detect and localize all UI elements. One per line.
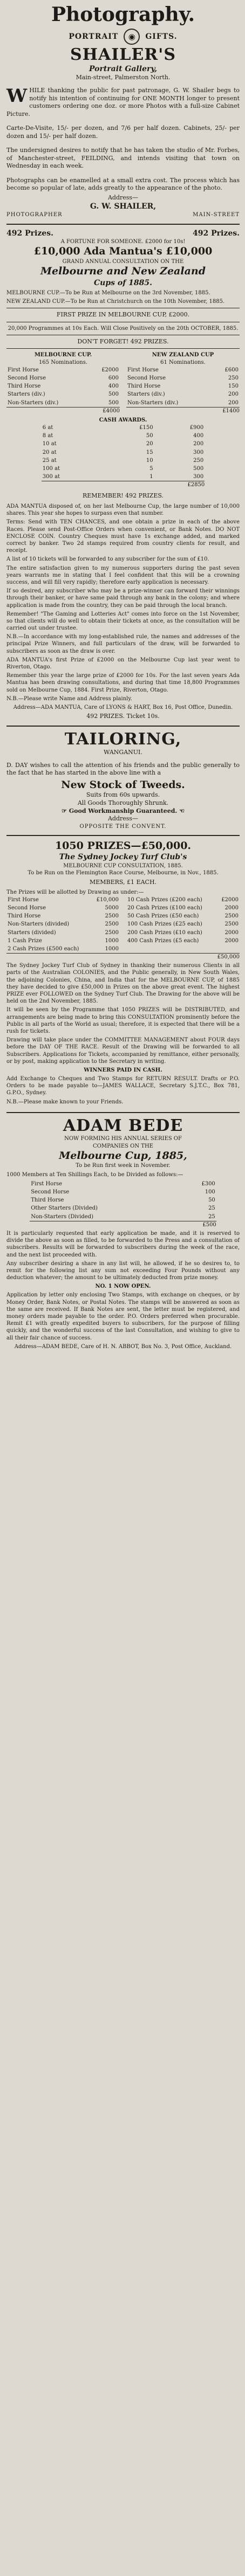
prizes-word-left: Prizes. [25, 229, 53, 238]
turf-body-6: N.B.—Please make known to your Friends. [6, 1099, 124, 1105]
table-cell: First Horse [8, 367, 39, 373]
table-cell: 10 Cash Prizes (£200 each) [127, 896, 202, 903]
table-row [6, 912, 120, 920]
table-cell: Starters (divided) [8, 929, 56, 936]
table-cell: 2500 [224, 913, 239, 920]
table-row [6, 382, 120, 390]
turf-members: MEMBERS, £1 EACH. [89, 879, 157, 886]
shrunk-line: All Goods Thoroughly Shrunk. [77, 799, 169, 806]
divider [6, 835, 240, 836]
table-cell: 300 [193, 449, 204, 455]
table-cell: £150 [139, 425, 153, 431]
table-cell: £10,000 [96, 896, 119, 903]
adam-bede-address: Address—ADAM BEDE, Care of H. N. ABBOT, Box No. 3, Post Office, Auckland. [14, 1343, 232, 1350]
fortune-line: A FORTUNE FOR SOMEONE. £2000 for 10s! [60, 238, 186, 245]
table-row [6, 920, 120, 928]
table-cell: 100 at [42, 466, 60, 472]
mantua-body-8: ADA MANTUA's first Prize of £2000 on the Melbourne Cup last year went to Riverton, Otago. [6, 657, 240, 671]
table-cell: Second Horse [31, 1189, 70, 1195]
adam-bede-advert [6, 1114, 240, 1356]
table-row [30, 1213, 216, 1221]
shailer-sign-row [6, 211, 240, 218]
table-cell: 250 [193, 457, 204, 464]
shailer-paragraph-4: Photographs can be enamelled at a small extra cost. The process which has become so popular of late, adds greatly to the appearance of the photo. [6, 176, 240, 192]
gifts-word: GIFTS. [145, 32, 178, 41]
table-row [6, 937, 120, 945]
table-cell: £2000 [221, 896, 239, 903]
consult-line: GRAND ANNUAL CONSULTATION ON THE [62, 258, 184, 265]
mantua-body-9: Remember this year the large prize of £2000 for 10s. For the last seven years Ada Mantua has been drawing consultations, and during that time 18,800 Programmes sold on Melbourne Cup, 1884. First Prize, Riverton, Otago. [6, 673, 240, 693]
table-cell: 1 Cash Prize [8, 937, 42, 944]
mel-table-head: MELBOURNE CUP. [34, 352, 92, 358]
table-cell: 150 [228, 383, 239, 390]
main-street-word: MAIN-STREET [193, 212, 240, 218]
table-row [126, 374, 240, 382]
adam-bede-title: ADAM BEDE [63, 1116, 183, 1135]
table-cell: 6 at [42, 425, 53, 431]
table-cell: Second Horse [8, 904, 46, 911]
table-cell: Third Horse [8, 383, 41, 390]
prize-count-right: 492 [193, 229, 209, 238]
amount-line: £10,000 Ada Mantua's £10,000 [33, 245, 213, 257]
mantua-ticket-line: 492 PRIZES. Ticket 10s. [86, 713, 160, 720]
table-cell: 5 [149, 466, 153, 472]
shailer-paragraph-2: Carte-De-Visite, 15/- per dozen, and 7/6 per half dozen. Cabinets, 25/- per dozen and 15/- per half dozen. [6, 125, 240, 140]
table-cell: Third Horse [31, 1197, 64, 1204]
table-cell: 15 [146, 449, 153, 455]
camera-icon: ◉ [124, 29, 140, 45]
table-cell: 100 Cash Prizes (£25 each) [127, 921, 202, 928]
melbourne-cup-table [6, 351, 120, 415]
tailoring-place: WANGANUI. [104, 749, 142, 756]
table-cell: Third Horse [127, 383, 161, 390]
table-row [30, 1180, 216, 1188]
table-cell: 1000 [105, 945, 119, 952]
mantua-body-3: A list of 10 tickets will be forwarded to any subscriber for the sum of £10. [6, 556, 209, 563]
mel-total: £4000 [6, 407, 120, 415]
table-cell: 250 [228, 375, 239, 381]
table-row [30, 1196, 216, 1204]
table-cell: 10 [146, 457, 153, 464]
mantua-body-7: N.B.—In accordance with my long-established rule, the names and addresses of the principal Prize Winners, and full particulars of the draw, will be forwarded to subscribers as soon as the draw is over. [6, 634, 240, 654]
table-row [6, 945, 120, 953]
turf-total: £50,000 [6, 953, 240, 961]
table-cell: First Horse [8, 896, 39, 903]
table-cell: 300 at [42, 474, 60, 480]
table-cell: £2000 [101, 367, 119, 373]
cash-total: £2850 [42, 481, 205, 488]
first-prize-line: FIRST PRIZE IN MELBOURNE CUP, £2000. [56, 311, 190, 319]
mantua-address: Address—ADA MANTUA, Care of LYONS & HART, Box 16, Post Office, Dunedin. [13, 704, 233, 710]
table-cell: 8 at [42, 433, 53, 439]
guarantee-line [6, 807, 240, 816]
table-row [126, 937, 240, 945]
ada-mantua-advert [6, 226, 240, 724]
table-cell: 1000 [105, 937, 119, 944]
table-row [30, 1204, 216, 1212]
table-row [6, 390, 120, 398]
table-cell: 200 [193, 441, 204, 447]
table-cell: Starters (div.) [127, 391, 165, 398]
table-row [42, 424, 205, 432]
adam-bede-sub-1: NOW FORMING HIS ANNUAL SERIES OF [64, 1136, 182, 1142]
table-cell: £600 [224, 367, 239, 373]
table-row [126, 896, 240, 904]
turf-club-advert [6, 837, 240, 1111]
table-cell: 2000 [224, 937, 239, 944]
mantua-body-1: ADA MANTUA disposed of, on her last Melbourne Cup, the large number of 10,000 shares. This year she hopes to surpass even that number. [6, 503, 240, 517]
table-row [126, 920, 240, 928]
table-row [42, 457, 205, 465]
shailer-paragraph-3: The undersigned desires to notify that he has taken the studio of Mr. Forbes, of Manchester-street, FEILDING, and intends visiting that town on Wednesday in each week. [6, 147, 240, 170]
turf-body-2: It will be seen by the Programme that 1050 PRIZES will be DISTRIBUTED, and arrangements are being made to bring this CONSULTATION prominently before the Public in all parts of the World as usual; therefore, it is expected that there will be a rush for tickets. [6, 1007, 240, 1034]
table-cell: 200 [228, 399, 239, 406]
race-title: Melbourne and New Zealand [40, 265, 206, 277]
gallery-address: Main-street, Palmerston North. [76, 74, 171, 81]
melbourne-cup-note: MELBOURNE CUP.—To be Run at Melbourne on the 3rd November, 1885. [6, 289, 210, 296]
table-row [126, 382, 240, 390]
table-row [42, 432, 205, 440]
tailoring-address-label: Address— [107, 815, 139, 823]
table-cell: 2000 [224, 904, 239, 911]
turf-consult: MELBOURNE CUP CONSULTATION, 1885. [63, 862, 183, 869]
prize-count-left: 492 [6, 229, 23, 238]
table-cell: 500 [108, 399, 119, 406]
table-row [30, 1188, 216, 1196]
portrait-word: PORTRAIT [69, 32, 119, 41]
address-label: Address— [107, 194, 139, 201]
prizes-word-right: Prizes. [211, 229, 240, 238]
shailer-paragraph-1: WHILE thanking the public for past patronage, G. W. Shailer begs to notify his intention of continuing for ONE MONTH longer to present customers ordering one doz. or more Photos with a full-size Cabinet Picture. [6, 85, 240, 118]
table-cell: 400 [108, 383, 119, 390]
table-cell: 50 Cash Prizes (£50 each) [127, 913, 199, 920]
mantua-body-6: Remember! "The Gaming and Lotteries Act" comes into force on the 1st November, so that clients will do well to obtain their tickets at once, as the consultation will be carried out under trustee. [6, 611, 240, 632]
table-cell: Third Horse [8, 913, 41, 920]
adam-bede-body-2: Any subscriber desiring a share in any list will, he allowed, if he so desires to, to remit for the following list any sum not exceeding Four Pounds without any deduction whatever; the amount to be ultimately deducted from prize money. [6, 1260, 240, 1281]
table-cell: 25 at [42, 457, 57, 464]
photographer-word: PHOTOGRAPHER [6, 212, 63, 218]
dont-forget-line: DON'T FORGET! 492 PRIZES. [77, 337, 169, 345]
table-cell: First Horse [31, 1180, 63, 1187]
table-row [126, 904, 240, 912]
adam-bede-sub-2: COMPANIES ON THE [93, 1143, 153, 1149]
cash-awards-head: CASH AWARDS. [99, 417, 147, 423]
table-cell: 20 at [42, 449, 57, 455]
table-cell: 2500 [105, 929, 119, 936]
table-row [6, 366, 120, 374]
table-row [6, 904, 120, 912]
turf-run: To be Run on the Flemington Race Course, Melbourne, in Nov., 1885. [28, 869, 219, 876]
pointing-hand-icon: ☞ [62, 807, 67, 814]
nz-cup-note: NEW ZEALAND CUP.—To be Run at Christchurch on the 10th November, 1885. [6, 299, 225, 305]
table-row [42, 440, 205, 448]
table-cell: First Horse [127, 367, 159, 373]
table-cell: 500 [108, 391, 119, 398]
suits-line: Suits from 60s upwards. [86, 791, 160, 799]
divider [6, 1112, 240, 1113]
tailoring-title: TAILORING, [64, 729, 182, 749]
mantua-body-5: If so desired, any subscriber who may be a prize-winner can forward their winnings through their banker, or have same paid through any bank in the colony; and where application is made from the country, they can be paid through the local branch. [6, 588, 240, 609]
shailer-name: SHAILER'S [70, 45, 176, 64]
table-cell: Second Horse [8, 375, 46, 381]
nz-table-head: NEW ZEALAND CUP [152, 352, 214, 358]
adam-bede-run: To be Run first week in November. [76, 1163, 171, 1169]
table-cell: Non-Starters (Divided) [31, 1213, 94, 1220]
table-cell: Starters (div.) [8, 391, 45, 398]
adam-bede-race: Melbourne Cup, 1885, [59, 1149, 187, 1162]
table-cell: Other Starters (Divided) [31, 1205, 98, 1212]
shailer-signature: G. W. SHAILER, [90, 202, 156, 211]
tailoring-address: OPPOSITE THE CONVENT. [79, 823, 167, 830]
table-cell: 20 [146, 441, 153, 447]
turf-prizes-heading: 1050 PRIZES—£50,000. [55, 839, 192, 852]
table-cell: £900 [189, 425, 204, 431]
table-cell: 2000 [224, 929, 239, 936]
table-row [126, 366, 240, 374]
table-cell: Non-Starters (divided) [8, 921, 70, 928]
pointing-hand-icon: ☜ [179, 807, 185, 814]
table-cell: Second Horse [127, 375, 166, 381]
table-cell: 200 [228, 391, 239, 398]
divider [6, 726, 240, 727]
mantua-body-10: N.B.—Please write Name and Address plainly. [6, 695, 132, 702]
table-cell: 400 Cash Prizes (£5 each) [127, 937, 199, 944]
guarantee-text: Good Workmanship Guaranteed. [69, 807, 178, 814]
table-cell: 5000 [105, 904, 119, 911]
race-subtitle: Cups of 1885. [94, 278, 152, 287]
table-cell: 400 [193, 433, 204, 439]
nz-table-sub: 61 Nominations. [160, 359, 206, 365]
table-cell: 2 Cash Prizes (£500 each) [8, 945, 79, 952]
photography-heading: Photography. [51, 3, 195, 26]
table-cell: 25 [208, 1213, 215, 1220]
table-cell: 1 [149, 474, 153, 480]
table-cell: 2500 [105, 921, 119, 928]
turf-body-1: The Sydney Jockey Turf Club of Sydney in thanking their numerous Clients in all parts of the Australian COLONIES, and the Public generally, in New South Wales, the adjoining Colonies, China, and India that for the MELBOURNE CUP, of 1885 they have decided to give £50,000 in Prizes on the above great event. The highest PRIZE ever FOLLOWED on the Sydney Turf Club. The Drawing for the above will be held on the 2nd November, 1885. [6, 963, 240, 1005]
adam-bede-total: £500 [30, 1221, 216, 1228]
gallery-name: Portrait Gallery, [89, 65, 158, 74]
table-row [6, 399, 120, 407]
table-cell: 10 at [42, 441, 57, 447]
table-row [42, 465, 205, 473]
divider [6, 224, 240, 225]
table-row [126, 399, 240, 407]
prizes-heading [6, 229, 240, 238]
table-cell: 500 [193, 466, 204, 472]
table-cell: 2500 [105, 913, 119, 920]
tailoring-body: D. DAY wishes to call the attention of his friends and the public generally to the fact that he has started in the above line with a [6, 761, 240, 777]
turf-club-name: The Sydney Jockey Turf Club's [59, 853, 187, 862]
table-cell: Non-Starters (div.) [8, 399, 59, 406]
table-cell: 300 [193, 474, 204, 480]
programmes-line: 20,000 Programmes at 10s Each. Will Close Positively on the 20th OCTOBER, 1885. [8, 325, 239, 332]
table-cell: 200 Cash Prizes (£10 each) [127, 929, 202, 936]
mel-table-sub: 165 Nominations. [38, 359, 88, 365]
table-row [6, 374, 120, 382]
turf-intro: The Prizes will be allotted by Drawing as under:— [6, 889, 144, 895]
table-row [42, 448, 205, 457]
table-cell: 25 [208, 1205, 215, 1212]
mantua-body-4: The entire satisfaction given to my numerous supporters during the past seven years warrants me in stating that I feel confident that this will be a crowning success, and will fill very rapidly; therefore early application is necessary. [6, 565, 240, 585]
adam-bede-body-3: NO. 1 NOW OPEN. [95, 1283, 151, 1290]
adam-bede-body-4: Application by letter only enclosing Two Stamps, with exchange on cheques, or by Money Order, Bank Notes, or Postal Notes. The stamps will be answered as soon as the same are received. If Bank Notes are sent, the letter must be registered, and money orders made payable to the order. P.O. Orders preferred when procurable. Remit £1 with greatly expedited buyers to subscribers, for the purpose of filling quickly, and the wonderful success of the last Consultation, and wishing to give to all their fair chance of success. [6, 1292, 240, 1341]
turf-body-3: Drawing will take place under the COMMITTEE MANAGEMENT about FOUR days before the DAY OF THE RACE. Result of the Drawing will be forwarded to all Subscribers. Applications for Tickets, accompanied by remittance, either personally, or by post, making application to the Secretary in writing. [6, 1037, 240, 1065]
turf-body-4: WINNERS PAID IN CASH. [84, 1067, 162, 1073]
shailer-advert [6, 2, 240, 223]
table-cell: 20 Cash Prizes (£100 each) [127, 904, 202, 911]
adam-bede-body-1: It is particularly requested that early application be made, and it is reserved to divide the above as soon as filled, to be forwarded to the Press and a consultation of subscribers. Results will be forwarded to subscribers during the week of the race, and the next list proceeded with. [6, 1230, 240, 1258]
tweeds-line: New Stock of Tweeds. [61, 778, 185, 791]
nz-total: £1400 [126, 407, 240, 415]
table-row [126, 929, 240, 937]
gifts-line [6, 29, 240, 45]
turf-body-5: Add Exchange to Cheques and Two Stamps for RETURN RESULT. Drafts or P.O. Orders to be made payable to—JAMES WALLACE, Secretary S.J.T.C., Box 781, G.P.O., Sydney. [6, 1076, 240, 1096]
table-row [126, 390, 240, 398]
table-cell: 50 [208, 1197, 215, 1204]
turf-prize-tables [6, 896, 240, 953]
remember-line: REMEMBER! 492 PRIZES. [82, 492, 164, 499]
cup-prize-tables [6, 351, 240, 415]
table-cell: 50 [146, 433, 153, 439]
tailoring-advert [6, 728, 240, 834]
table-cell: 2500 [224, 921, 239, 928]
table-cell: Non-Starters (div.) [127, 399, 179, 406]
mantua-body-2: Terms: Send with TEN CHANCES, and one obtain a prize in each of the above Races. Please send Post-Office Orders when convenient, or Bank Notes. DO NOT ENCLOSE COIN. Country Cheques must have 1s exchange added, and marked correct by banker. Two 2d stamps required from country clients for result, and receipt. [6, 519, 240, 554]
table-cell: £300 [201, 1180, 215, 1187]
table-cell: 100 [205, 1189, 215, 1195]
table-row [42, 473, 205, 481]
table-row [6, 929, 120, 937]
nz-cup-table [126, 351, 240, 415]
adam-bede-members: 1000 Members at Ten Shillings Each, to be Divided as follows:— [6, 1171, 183, 1178]
table-row [6, 896, 120, 904]
table-cell: 600 [108, 375, 119, 381]
table-row [126, 912, 240, 920]
